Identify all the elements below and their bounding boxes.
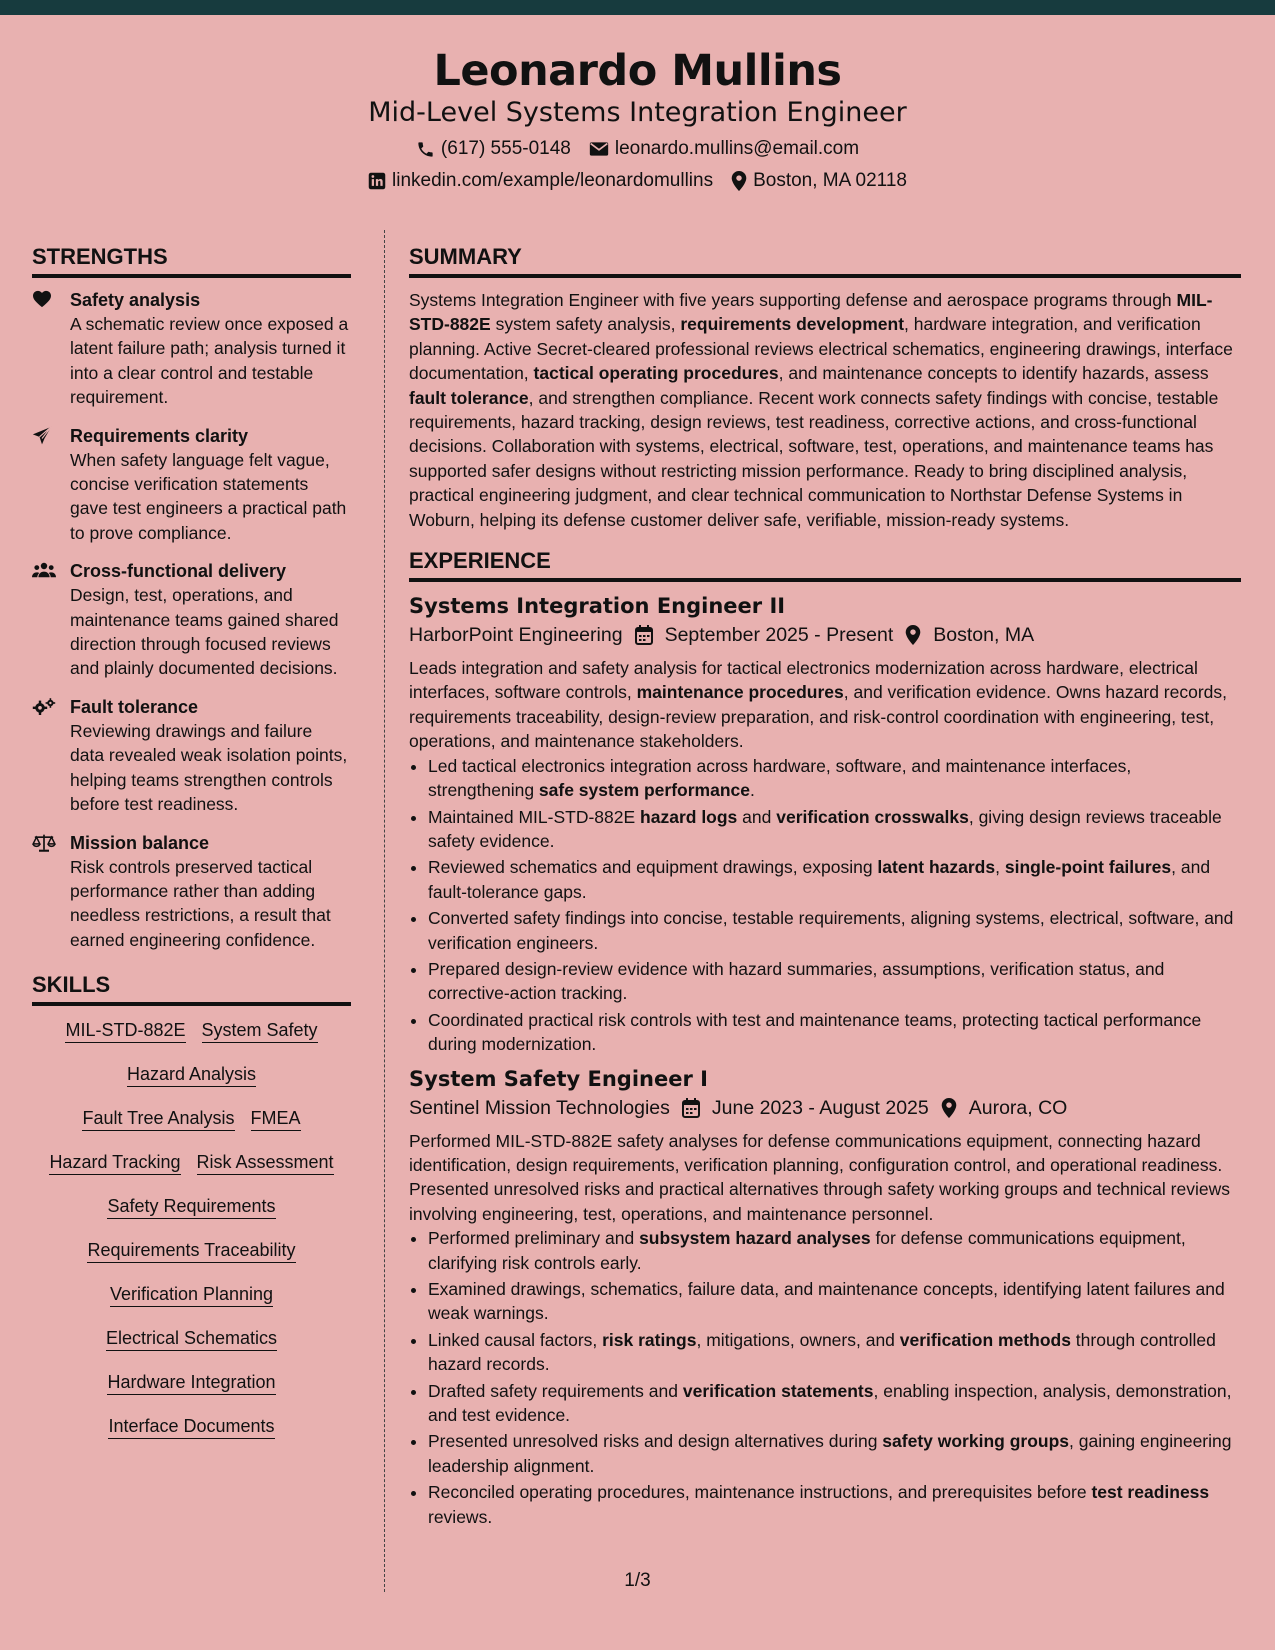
skill-tag: MIL-STD-882E (65, 1018, 185, 1043)
text-segment: and (737, 806, 777, 827)
bold-text: safety working groups (882, 1431, 1069, 1452)
job-dates: June 2023 - August 2025 (711, 1096, 929, 1119)
job-title: System Safety Engineer I (409, 1066, 708, 1091)
strengths-heading: STRENGTHS (32, 242, 351, 278)
strength-title: Fault tolerance (70, 696, 199, 717)
job-bullet (428, 855, 1241, 904)
linkedin-url[interactable]: linkedin.com/example/leonardomullins (392, 170, 714, 191)
job-meta (409, 620, 1241, 650)
summary-heading: SUMMARY (409, 242, 1241, 278)
skill-row (32, 1150, 351, 1177)
skill-row (32, 1238, 351, 1265)
page-indicator: 1/3 (624, 1570, 651, 1591)
skill-tag: Interface Documents (108, 1414, 274, 1439)
skill-tag: FMEA (251, 1106, 301, 1131)
strength-body (70, 559, 351, 681)
skill-tag: Safety Requirements (107, 1194, 275, 1219)
strength-title: Cross-functional delivery (70, 561, 287, 582)
contact-row-2 (0, 169, 1275, 193)
bold-text: latent hazards (877, 857, 996, 878)
experience-heading: EXPERIENCE (409, 546, 1241, 582)
text-segment: through controlled hazard records. (428, 1329, 1216, 1375)
strength-title: Mission balance (70, 832, 210, 853)
text-segment: Reconciled operating procedures, maintenance instructions, and prerequisites before (428, 1482, 1092, 1503)
job-description (409, 1129, 1241, 1227)
column-divider (384, 230, 385, 1592)
job-bullet (428, 1277, 1241, 1326)
text-segment: Examined drawings, schematics, failure data, and maintenance concepts, identifying latent failures and weak warnings. (428, 1279, 1225, 1324)
job-bullets (409, 754, 1241, 1057)
job-entry (409, 1065, 1241, 1530)
skill-tag: Electrical Schematics (106, 1326, 277, 1351)
company-name: HarborPoint Engineering (409, 624, 623, 647)
bold-text: hazard logs (640, 806, 738, 827)
job-bullet (428, 1226, 1241, 1275)
job-bullet (428, 1008, 1241, 1057)
phone-icon (416, 140, 435, 159)
calendar-icon (635, 625, 653, 645)
skills-heading: SKILLS (32, 970, 351, 1006)
bold-text: verification crosswalks (776, 806, 969, 827)
text-segment: Reviewed schematics and equipment drawings, exposing (428, 857, 878, 878)
candidate-title: Mid-Level Systems Integration Engineer (368, 97, 907, 128)
job-title: Systems Integration Engineer II (409, 594, 786, 619)
text-segment: , and maintenance concepts to identify hazards, assess (778, 363, 1209, 384)
gears-icon (32, 695, 56, 817)
experience-list (409, 592, 1241, 1529)
text-segment: . (750, 780, 755, 801)
top-bar (0, 0, 1275, 15)
text-segment: Led tactical electronics integration across hardware, software, and maintenance interfaces, strengthening (428, 755, 1132, 801)
email-contact[interactable] (589, 137, 859, 161)
strength-description: Reviewing drawings and failure data revealed weak isolation points, helping teams strengthen controls before test readiness. (70, 720, 348, 815)
bold-text: subsystem hazard analyses (639, 1228, 871, 1249)
text-segment: , (995, 857, 1005, 878)
strength-item (32, 424, 351, 546)
job-location: Boston, MA (933, 624, 1035, 647)
job-dates: September 2025 - Present (664, 624, 894, 647)
strength-body (70, 695, 351, 817)
bold-text: safe system performance (538, 780, 750, 801)
bold-text: verification statements (682, 1380, 874, 1401)
right-column (409, 242, 1241, 1531)
text-segment: , and strengthen compliance. Recent work connects safety findings with concise, testable requirements, hazard tracking, design reviews, test readiness, corrective actions, and cross-functional decisions. Collaboration with systems, electrical, software, test, operations, and maintenance teams has supported safer designs without restricting mission performance. Ready to bring disciplined analysis, practical engineering judgment, and clear technical communication to Northstar Defense Systems in Woburn, helping its defense customer deliver safe, verifiable, mission-ready systems. (409, 387, 1219, 530)
phone-number: (617) 555-0148 (440, 138, 571, 159)
bold-text: fault tolerance (409, 387, 529, 408)
calendar-icon (682, 1098, 700, 1118)
heart-icon (32, 288, 56, 410)
text-segment: Systems Integration Engineer with five years supporting defense and aerospace programs through (409, 290, 1177, 310)
skill-row (32, 1062, 351, 1089)
text-segment: for defense communications equipment, clarifying risk controls early. (428, 1228, 1186, 1273)
strength-title: Safety analysis (70, 290, 201, 310)
text-segment: Linked causal factors, (428, 1329, 603, 1350)
bold-text: maintenance procedures (636, 682, 844, 703)
text-segment: Performed MIL-STD-882E safety analyses for defense communications equipment, connecting hazard identification, design requirements, verification planning, configuration control, and operational readiness. Presented unresolved risks and practical alternatives through safety working groups and technical reviews involving engineering, test, operations, and maintenance personnel. (409, 1130, 1230, 1224)
bold-text: risk ratings (602, 1329, 697, 1350)
job-bullet (428, 1429, 1241, 1478)
text-segment: reviews. (428, 1506, 493, 1527)
skill-row (32, 1282, 351, 1309)
job-description (409, 656, 1241, 754)
text-segment: Converted safety findings into concise, testable requirements, aligning systems, electrical, software, and verification engineers. (428, 908, 1234, 953)
job-bullet (428, 1379, 1241, 1428)
strength-title: Requirements clarity (70, 425, 249, 446)
skill-row (32, 1194, 351, 1221)
skill-tag: System Safety (202, 1018, 318, 1043)
text-segment: , hardware integration, and verification planning. Active Secret-cleared professional reviews electrical schematics, engineering drawings, interface documentation, (409, 314, 1233, 384)
strength-description: Risk controls preserved tactical performance rather than adding needless restrictions, a result that earned engineering confidence. (70, 856, 331, 950)
email-address[interactable]: leonardo.mullins@email.com (614, 138, 860, 159)
text-segment: , and verification evidence. Owns hazard records, requirements traceability, design-review preparation, and risk-control coordination with engineering, test, operations, and maintenance stakeholders. (409, 682, 1228, 752)
bold-text: tactical operating procedures (533, 363, 779, 384)
candidate-name: Leonardo Mullins (433, 46, 842, 96)
skill-tag: Hazard Analysis (127, 1062, 256, 1087)
job-meta (409, 1093, 1241, 1123)
skill-row (32, 1414, 351, 1441)
strength-body (70, 424, 351, 546)
bold-text: test readiness (1091, 1482, 1210, 1503)
bold-text: single-point failures (1004, 857, 1172, 878)
resume-header (0, 15, 1275, 204)
paper-plane-icon (32, 424, 56, 546)
location-contact (731, 169, 907, 193)
text-segment: Drafted safety requirements and (428, 1380, 683, 1401)
skill-row (32, 1018, 351, 1045)
strength-item (32, 288, 351, 410)
skills-list (32, 1018, 351, 1441)
phone-contact (416, 137, 571, 161)
job-bullets (409, 1226, 1241, 1529)
job-bullet (428, 754, 1241, 803)
bold-text: MIL-STD-882E (409, 290, 1213, 335)
strength-description: A schematic review once exposed a latent failure path; analysis turned it into a clear control and testable requirement. (70, 314, 349, 408)
left-column (32, 242, 351, 1458)
linkedin-icon (368, 172, 386, 190)
strength-body (70, 288, 351, 410)
linkedin-contact[interactable] (368, 169, 713, 193)
strength-item (32, 559, 351, 681)
summary-text (409, 288, 1241, 532)
skill-tag: Hardware Integration (107, 1370, 275, 1395)
contact-row-1 (0, 137, 1275, 161)
strength-body (70, 831, 351, 953)
job-location: Aurora, CO (968, 1096, 1068, 1119)
text-segment: Coordinated practical risk controls with test and maintenance teams, protecting tactical performance during modernization. (428, 1009, 1202, 1055)
text-segment: Performed preliminary and (428, 1228, 640, 1249)
map-pin-icon (941, 1098, 957, 1118)
skill-row (32, 1106, 351, 1133)
strength-description: When safety language felt vague, concise verification statements gave test engineers a practical path to prove compliance. (70, 449, 347, 543)
text-segment: , and fault-tolerance gaps. (428, 857, 1211, 902)
text-segment: Maintained MIL-STD-882E (428, 806, 641, 827)
scale-icon (32, 831, 56, 953)
job-bullet (428, 906, 1241, 955)
text-segment: , enabling inspection, analysis, demonstration, and test evidence. (428, 1380, 1232, 1426)
skill-row (32, 1370, 351, 1397)
text-segment: Prepared design-review evidence with hazard summaries, assumptions, verification status, and corrective-action tracking. (428, 958, 1165, 1004)
bold-text: verification methods (899, 1329, 1071, 1350)
skill-tag: Risk Assessment (197, 1150, 334, 1175)
text-segment: Presented unresolved risks and design alternatives during (428, 1431, 883, 1452)
text-segment: , gaining engineering leadership alignment. (428, 1431, 1232, 1476)
map-pin-icon (905, 625, 921, 645)
strength-description: Design, test, operations, and maintenance teams gained shared direction through focused reviews and plainly documented decisions. (70, 585, 339, 679)
job-bullet (428, 805, 1241, 854)
skill-tag: Verification Planning (110, 1282, 273, 1307)
text-segment: , mitigations, owners, and (696, 1329, 900, 1350)
text-segment: Leads integration and safety analysis for tactical electronics modernization across hardware, electrical interfaces, software controls, (409, 658, 1198, 703)
strengths-list (32, 288, 351, 952)
text-segment: , giving design reviews traceable safety evidence. (428, 806, 1222, 851)
strength-item (32, 695, 351, 817)
company-name: Sentinel Mission Technologies (409, 1096, 670, 1119)
strength-item (32, 831, 351, 953)
skill-tag: Requirements Traceability (87, 1238, 295, 1263)
text-segment: system safety analysis, (490, 314, 681, 335)
skill-tag: Fault Tree Analysis (82, 1106, 234, 1131)
job-bullet (428, 1328, 1241, 1377)
job-bullet (428, 957, 1241, 1006)
map-pin-icon (731, 171, 747, 191)
skill-row (32, 1326, 351, 1353)
users-icon (32, 559, 56, 681)
bold-text: requirements development (680, 314, 905, 335)
skill-tag: Hazard Tracking (49, 1150, 180, 1175)
location-text: Boston, MA 02118 (753, 170, 907, 191)
envelope-icon (589, 141, 609, 157)
job-bullet (428, 1480, 1241, 1529)
job-entry (409, 592, 1241, 1057)
